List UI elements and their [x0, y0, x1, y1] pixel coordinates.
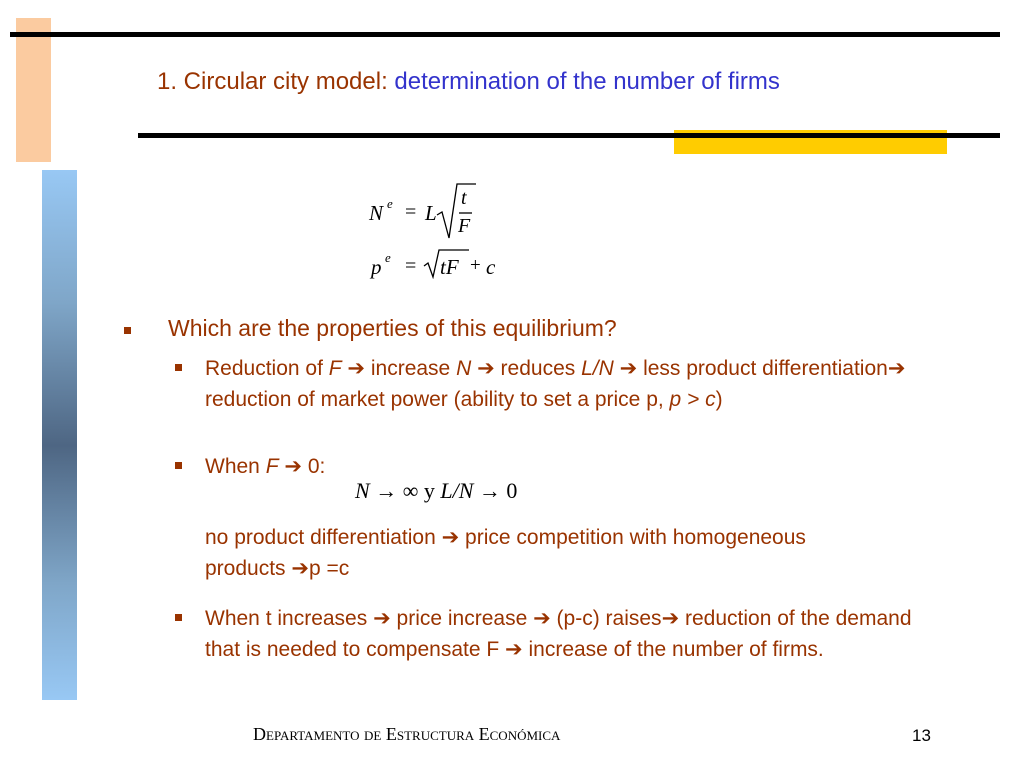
sub2-paragraph — [205, 522, 825, 584]
eq-n-sup: e — [387, 196, 393, 211]
eq-p-equals: = — [405, 255, 417, 277]
slide-title — [157, 68, 780, 96]
sub-bullet-2 — [205, 451, 325, 482]
eq-p-radicand: tF — [440, 255, 459, 279]
eq-p-sup: e — [385, 250, 391, 265]
sub1-var-F: F — [328, 357, 342, 380]
formula-zero: 0 — [506, 478, 518, 503]
formula-LN: L/N — [440, 478, 474, 503]
eq-n-L: L — [425, 201, 437, 225]
arrow-icon: ➔ — [619, 357, 638, 380]
eq-p-plus: + — [470, 255, 481, 276]
top-rule — [10, 32, 1000, 37]
peach-accent-bar — [16, 18, 51, 162]
sub2-para-1: no product differentiation — [205, 526, 442, 549]
sub3-text-3: (p-c) raises — [550, 607, 662, 630]
bullet-marker — [124, 327, 131, 334]
arrow-icon: ➔ — [373, 607, 391, 630]
sub3-text-4: reduction of the demand that is needed to compensate F — [205, 607, 912, 661]
formula-y: y — [423, 478, 435, 503]
blue-gradient-bar — [42, 170, 77, 700]
sub3-text-1: When t increases — [205, 607, 374, 630]
arrow-icon: ➔ — [477, 357, 495, 380]
sub1-condition: p > c — [669, 388, 716, 411]
eq-p-c: c — [486, 255, 496, 279]
arrow-icon: ➔ — [284, 455, 302, 478]
title-prefix: 1. Circular city model: — [157, 68, 395, 95]
limit-formula — [355, 478, 517, 504]
eq-n-numerator: t — [461, 187, 467, 209]
formula-infinity: ∞ — [402, 478, 419, 503]
arrow-icon: ➔ — [661, 607, 680, 630]
bullet-marker — [175, 364, 182, 371]
formula-arrow: → — [375, 478, 398, 503]
equation-number-of-firms — [369, 182, 509, 244]
arrow-icon: ➔ — [347, 357, 366, 380]
page-number: 13 — [912, 726, 931, 745]
sub2-text-1: When — [205, 455, 266, 478]
sub1-var-LN: L/N — [581, 357, 614, 380]
sub3-text-5: increase of the number of firms. — [522, 638, 824, 661]
sub1-var-N: N — [456, 357, 472, 380]
bullet-marker — [175, 462, 182, 469]
sub1-text-1: Reduction of — [205, 357, 329, 380]
title-underline-rule — [138, 133, 1000, 138]
arrow-icon: ➔ — [505, 638, 523, 661]
sub1-text-3: reduces — [494, 357, 582, 380]
formula-arrow: → — [478, 478, 501, 503]
sub2-text-2: 0: — [301, 455, 326, 478]
footer-department: Departamento de Estructura Económica — [253, 724, 561, 744]
eq-p-lhs: p — [371, 255, 382, 279]
arrow-icon: ➔ — [441, 526, 460, 549]
formula-N: N — [355, 478, 370, 503]
sub2-para-2: price competition with homogeneous products — [205, 526, 806, 580]
sub1-text-2: increase — [365, 357, 457, 380]
main-bullet-text: Which are the properties of this equilibrium? — [168, 315, 617, 341]
sub2-var-F: F — [265, 455, 279, 478]
title-highlight: determination of the number of firms — [394, 68, 780, 95]
equation-price — [369, 247, 509, 281]
sub-bullet-1 — [205, 353, 945, 415]
arrow-icon: ➔ — [887, 357, 906, 380]
eq-n-denominator: F — [458, 215, 471, 237]
sub1-text-6: ) — [715, 388, 723, 411]
eq-n-lhs: N — [369, 201, 384, 225]
arrow-icon: ➔ — [291, 557, 309, 580]
sub1-text-4: less product differentiation — [637, 357, 888, 380]
eq-n-equals: = — [405, 201, 417, 223]
sub3-text-2: price increase — [390, 607, 534, 630]
sub-bullet-3 — [205, 603, 945, 665]
sub1-text-5: reduction of market power (ability to set a price p, — [205, 388, 670, 411]
bullet-marker — [175, 614, 182, 621]
sub2-para-3: p =c — [309, 557, 350, 580]
arrow-icon: ➔ — [533, 607, 551, 630]
